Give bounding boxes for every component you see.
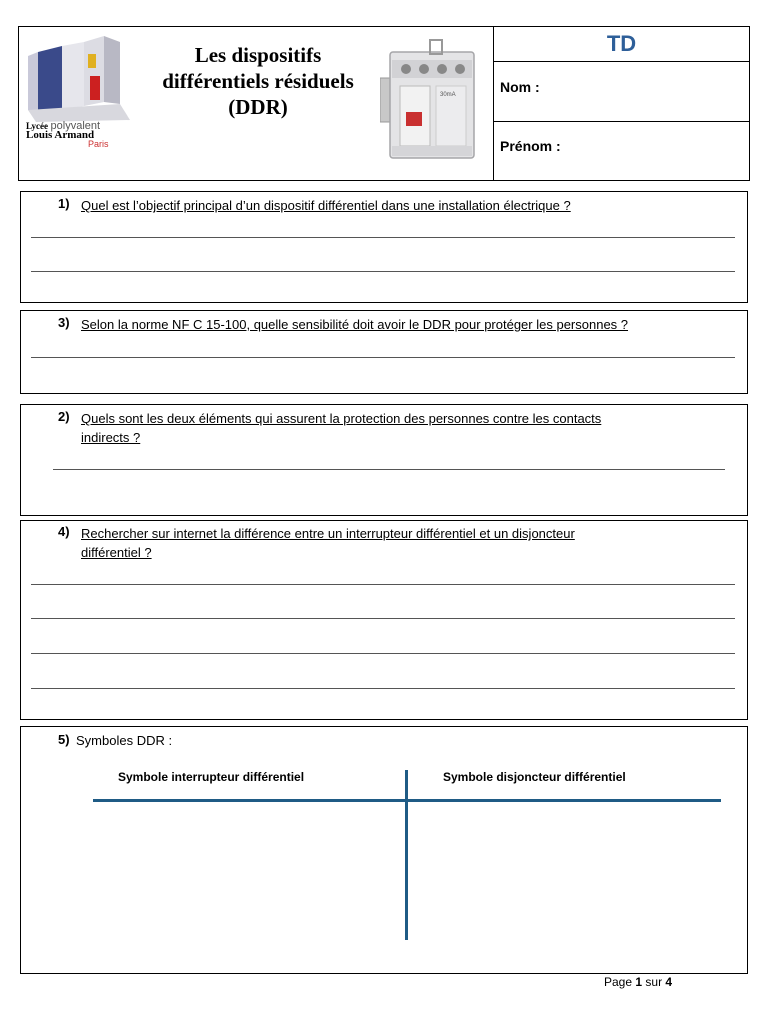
question-4-text-line-1: Rechercher sur internet la différence entre un interrupteur différentiel et un disjoncteur bbox=[81, 526, 575, 541]
answer-line[interactable] bbox=[31, 237, 735, 238]
answer-line[interactable] bbox=[31, 357, 735, 358]
logo-louis-armand: Louis Armand bbox=[26, 129, 95, 141]
symbol-disjoncteur-cell[interactable] bbox=[412, 806, 718, 936]
question-3-number: 3) bbox=[58, 315, 70, 330]
answer-line[interactable] bbox=[31, 618, 735, 619]
nom-label: Nom : bbox=[500, 79, 540, 95]
question-5-number: 5) bbox=[58, 732, 70, 747]
question-4-number: 4) bbox=[58, 524, 70, 539]
answer-line[interactable] bbox=[31, 271, 735, 272]
page-word: Page bbox=[604, 975, 633, 989]
question-3-text: Selon la norme NF C 15-100, quelle sensibilité doit avoir le DDR pour protéger les personnes ? bbox=[81, 317, 629, 332]
prenom-label: Prénom : bbox=[500, 138, 561, 154]
symbols-table-vertical-line bbox=[405, 770, 408, 940]
logo-polyvalent: polyvalent bbox=[50, 120, 101, 132]
logo-lycee: Lycée bbox=[26, 121, 48, 131]
question-1-text: Quel est l’objectif principal d’un dispositif différentiel dans une installation électrique ? bbox=[81, 198, 571, 213]
td-label: TD bbox=[493, 26, 750, 62]
page-number: 1 bbox=[635, 975, 643, 989]
question-2-text-line-1: Quels sont les deux éléments qui assurent la protection des personnes contre les contacts bbox=[81, 411, 602, 426]
question-2-text-line-2: indirects ? bbox=[81, 430, 141, 445]
answer-line[interactable] bbox=[31, 653, 735, 654]
ddr-device-image bbox=[380, 38, 488, 164]
answer-line[interactable] bbox=[31, 688, 735, 689]
question-5-text: Symboles DDR : bbox=[76, 733, 173, 748]
page-footer bbox=[604, 975, 672, 989]
title-line-2: différentiels résiduels bbox=[162, 69, 354, 93]
question-4-text-line-2: différentiel ? bbox=[81, 545, 152, 560]
question-2-number: 2) bbox=[58, 409, 70, 424]
device-rating: 30mA bbox=[440, 92, 456, 98]
title-line-3: (DDR) bbox=[228, 95, 288, 119]
question-1-number: 1) bbox=[58, 196, 70, 211]
answer-line[interactable] bbox=[53, 469, 725, 470]
logo-paris: Paris bbox=[88, 139, 109, 149]
answer-line[interactable] bbox=[31, 584, 735, 585]
symbol-interrupteur-header: Symbole interrupteur différentiel bbox=[118, 770, 305, 784]
page-total: 4 bbox=[665, 975, 673, 989]
symbol-disjoncteur-header: Symbole disjoncteur différentiel bbox=[443, 770, 626, 784]
page-title bbox=[140, 42, 376, 120]
logo-text bbox=[26, 122, 136, 149]
title-line-1: Les dispositifs bbox=[194, 43, 322, 67]
of-word: sur bbox=[645, 975, 663, 989]
symbol-interrupteur-cell[interactable] bbox=[95, 806, 401, 936]
